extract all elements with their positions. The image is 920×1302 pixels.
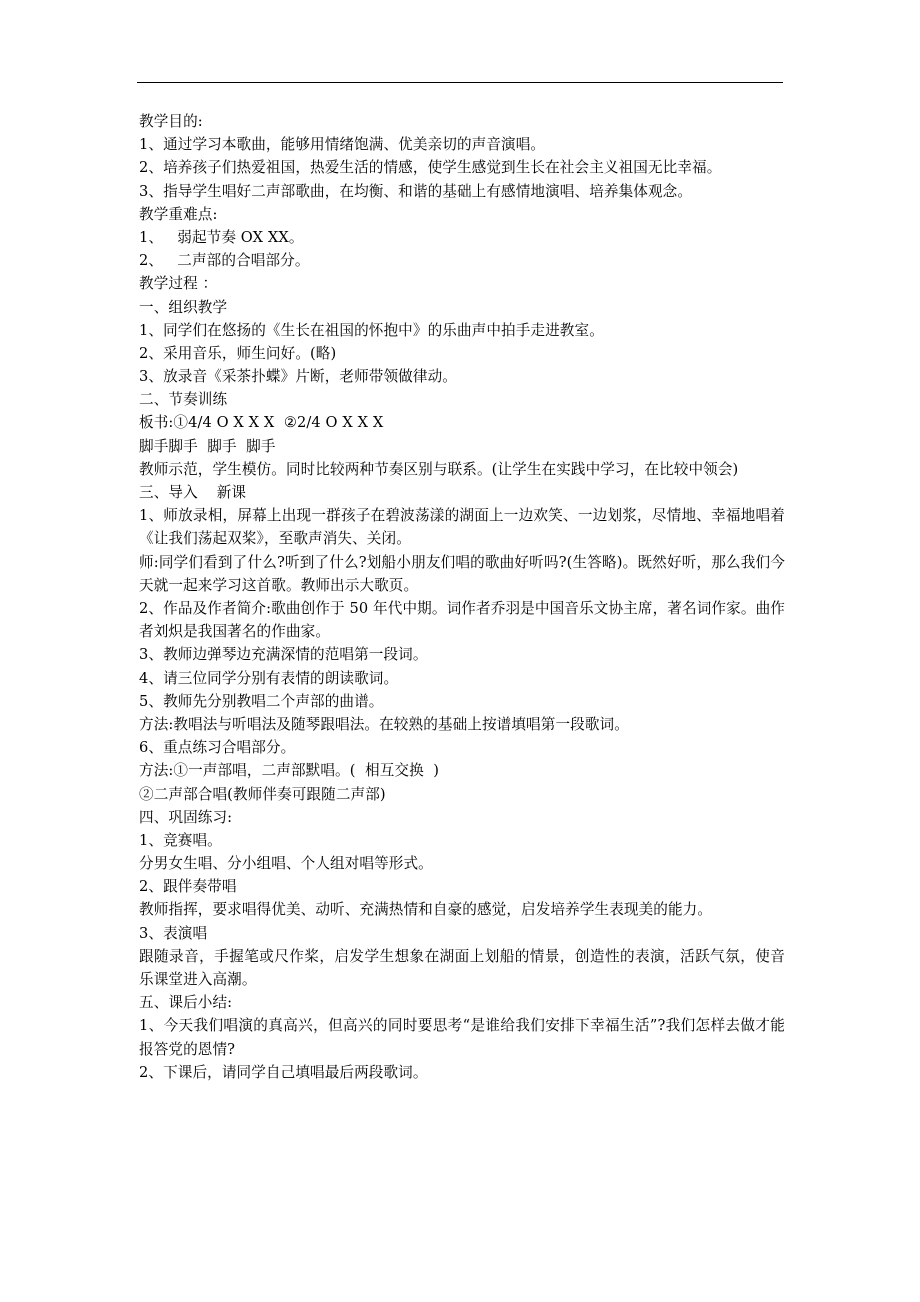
section-2-paragraph: 教师示范，学生模仿。同时比较两种节奏区别与联系。(让学生在实践中学习，在比较中领会) [139, 460, 739, 478]
heading-teaching-objectives: 教学目的: [139, 113, 203, 130]
section-4-item-2: 2、跟伴奏带唱 [139, 878, 237, 896]
section-4-item-1-detail: 分男女生唱、分小组唱、个人组对唱等形式。 [139, 855, 433, 873]
objective-3: 3、指导学生唱好二声部歌曲，在均衡、和谐的基础上有感情地演唱、培养集体观念。 [139, 182, 693, 200]
objective-2: 2、培养孩子们热爱祖国，热爱生活的情感，使学生感觉到生长在社会主义祖国无比幸福。 [139, 159, 722, 177]
section-4-title: 四、巩固练习: [139, 808, 233, 826]
section-3-method-2b: ②二声部合唱(教师伴奏可跟随二声部) [139, 785, 386, 803]
section-3-method-2: 方法:①一声部唱，二声部默唱。( 相互交换 ) [139, 762, 440, 780]
section-3-item-5: 5、教师先分别教唱二个声部的曲谱。 [139, 692, 384, 710]
difficulty-1: 1、 弱起节奏 OX XX。 [139, 228, 304, 246]
section-4-item-3-detail: 跟随录音，手握笔或尺作桨，启发学生想象在湖面上划船的情景，创造性的表演，活跃气氛，使音乐课堂进入高潮。 [139, 947, 785, 989]
section-2-title: 二、节奏训练 [139, 391, 228, 409]
section-3-item-4: 4、请三位同学分别有表情的朗读歌词。 [139, 669, 399, 687]
section-3-item-3: 3、教师边弹琴边充满深情的范唱第一段词。 [139, 646, 428, 664]
section-1-title: 一、组织教学 [139, 298, 228, 316]
section-3-title: 三、导入 新课 [139, 484, 247, 502]
section-3-item-6: 6、重点练习合唱部分。 [139, 739, 296, 757]
section-5-item-2: 2、下课后，请同学自己填唱最后两段歌词。 [139, 1063, 428, 1081]
section-3-method-1: 方法:教唱法与听唱法及随琴跟唱法。在较熟的基础上按谱填唱第一段歌词。 [139, 715, 629, 733]
section-1-item-1: 1、同学们在悠扬的《生长在祖国的怀抱中》的乐曲声中拍手走进教室。 [139, 321, 604, 339]
heading-teaching-process: 教学过程 ： [139, 275, 218, 293]
lesson-plan-document [139, 110, 785, 1084]
section-3-item-2: 2、作品及作者简介:歌曲创作于 50 年代中期。词作者乔羽是中国音乐文协主席，著名词作家。曲作者刘炽是我国著名的作曲家。 [139, 600, 785, 641]
section-4-item-2-detail: 教师指挥，要求唱得优美、动听、充满热情和自豪的感觉，启发培养学生表现美的能力。 [139, 901, 713, 919]
section-4-item-3: 3、表演唱 [139, 924, 208, 942]
board-writing: 板书:①4/4 O X X X ②2/4 O X X X [139, 414, 384, 432]
section-3-item-1: 1、师放录相，屏幕上出现一群孩子在碧波荡漾的湖面上一边欢笑、一边划浆，尽情地、幸福地唱着《让我们荡起双桨》，至歌声消失、关闭。 [139, 507, 785, 548]
section-5-item-1: 1、今天我们唱演的真高兴，但高兴的同时要思考“是谁给我们安排下幸福生活”?我们怎样去做才能报答党的恩情? [139, 1017, 785, 1058]
objective-1: 1、通过学习本歌曲，能够用情绪饱满、优美亲切的声音演唱。 [139, 136, 546, 154]
rhythm-words: 脚手脚手 脚手 脚手 [139, 437, 276, 455]
section-4-item-1: 1、竞赛唱。 [139, 831, 222, 849]
section-3-teacher-question: 师:同学们看到了什么?听到了什么?划船小朋友们唱的歌曲好听吗?(生答略)。既然好听，那么我们今天就一起来学习这首歌。教师出示大歌页。 [139, 553, 785, 594]
difficulty-2: 2、 二声部的合唱部分。 [139, 252, 310, 270]
heading-key-difficulties: 教学重难点: [139, 205, 218, 223]
header-rule [137, 82, 783, 83]
section-5-title: 五、课后小结: [139, 994, 233, 1012]
section-1-item-3: 3、放录音《采茶扑蝶》片断，老师带领做律动。 [139, 368, 457, 386]
section-1-item-2: 2、采用音乐，师生问好。(略) [139, 344, 337, 362]
